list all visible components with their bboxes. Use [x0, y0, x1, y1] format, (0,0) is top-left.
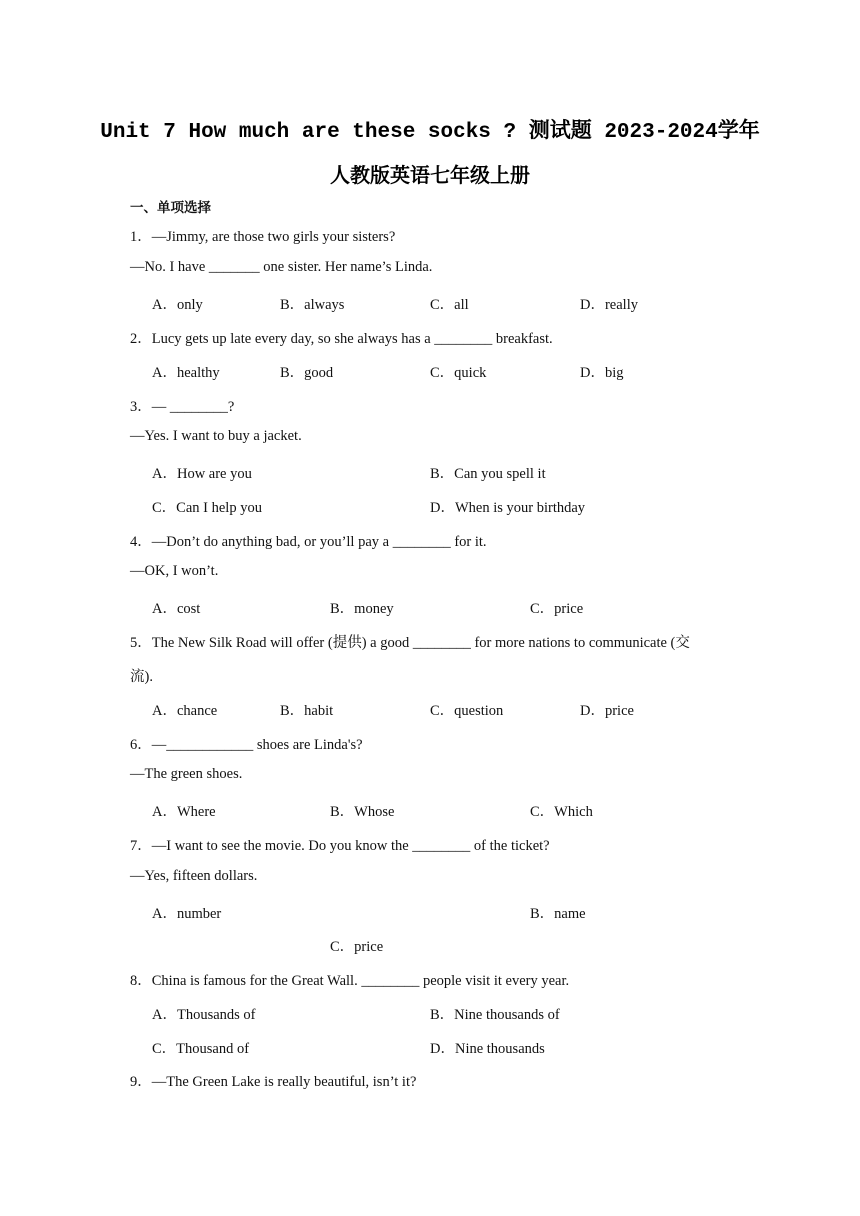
- question-number: 5．: [130, 635, 152, 651]
- question-number: 7．: [130, 838, 152, 854]
- question-3-option-c[interactable]: C．Can I help you: [152, 500, 262, 516]
- question-number: 6．: [130, 737, 152, 753]
- question-1-stem: [130, 225, 395, 246]
- question-4-option-c[interactable]: C．price: [530, 601, 584, 617]
- question-6-option-a[interactable]: A．Where: [152, 804, 216, 820]
- question-8-option-d[interactable]: D．Nine thousands: [430, 1041, 545, 1057]
- question-5-option-d[interactable]: D．price: [580, 703, 634, 719]
- question-4-option-b[interactable]: B．money: [330, 601, 394, 617]
- question-6-option-c[interactable]: C．Which: [530, 804, 593, 820]
- question-number: 2．: [130, 331, 152, 347]
- question-number: 4．: [130, 534, 152, 550]
- question-7-line-2: —Yes, fifteen dollars.: [130, 868, 258, 884]
- question-text: —____________ shoes are Linda's?: [151, 737, 363, 753]
- question-6-option-b[interactable]: B．Whose: [330, 804, 395, 820]
- question-7-option-c[interactable]: C．price: [330, 939, 384, 955]
- question-2-stem: [130, 327, 553, 348]
- question-8-option-c[interactable]: C．Thousand of: [152, 1041, 250, 1057]
- question-text: — ________?: [151, 399, 235, 415]
- question-3-stem: [130, 395, 234, 416]
- question-8-option-b[interactable]: B．Nine thousands of: [430, 1007, 560, 1023]
- question-4-option-a[interactable]: A．cost: [152, 601, 201, 617]
- question-2-option-b[interactable]: B．good: [280, 365, 334, 381]
- question-2-option-a[interactable]: A．healthy: [152, 365, 220, 381]
- question-text: —Don’t do anything bad, or you’ll pay a ________ for it.: [151, 534, 487, 550]
- question-5-option-b[interactable]: B．habit: [280, 703, 334, 719]
- section-heading: 一、单项选择: [130, 200, 211, 216]
- question-text: Lucy gets up late every day, so she always has a ________ breakfast.: [151, 331, 553, 347]
- question-5-option-c[interactable]: C．question: [430, 703, 504, 719]
- question-2-option-c[interactable]: C．quick: [430, 365, 487, 381]
- question-1-option-d[interactable]: D．really: [580, 297, 638, 313]
- question-text: —The Green Lake is really beautiful, isn’t it?: [151, 1074, 417, 1090]
- question-2-option-d[interactable]: D．big: [580, 365, 624, 381]
- question-1-option-c[interactable]: C．all: [430, 297, 469, 313]
- question-8-option-a[interactable]: A．Thousands of: [152, 1007, 256, 1023]
- question-number: 8．: [130, 973, 152, 989]
- question-7-stem: [130, 834, 550, 855]
- question-1-option-b[interactable]: B．always: [280, 297, 345, 313]
- question-9-stem: [130, 1070, 416, 1091]
- question-6-line-2: —The green shoes.: [130, 766, 243, 782]
- question-4-line-2: —OK, I won’t.: [130, 563, 219, 579]
- question-number: 1．: [130, 229, 152, 245]
- question-1-option-a[interactable]: A．only: [152, 297, 203, 313]
- question-5-stem: [130, 631, 690, 652]
- page-title-line-2: 人教版英语七年级上册: [330, 163, 530, 187]
- question-text: —Jimmy, are those two girls your sisters?: [151, 229, 396, 245]
- question-3-line-2: —Yes. I want to buy a jacket.: [130, 428, 302, 444]
- question-3-option-b[interactable]: B．Can you spell it: [430, 466, 546, 482]
- question-4-stem: [130, 530, 487, 551]
- page-title-line-1: Unit 7 How much are these socks ? 测试题 2023-2024学年: [100, 121, 760, 144]
- question-6-stem: [130, 733, 363, 754]
- question-number: 3．: [130, 399, 152, 415]
- question-7-option-b[interactable]: B．name: [530, 906, 586, 922]
- question-text: The New Silk Road will offer (提供) a good ________ for more nations to communicate (交: [151, 635, 690, 651]
- question-7-option-a[interactable]: A．number: [152, 906, 222, 922]
- question-3-option-a[interactable]: A．How are you: [152, 466, 252, 482]
- question-5-option-a[interactable]: A．chance: [152, 703, 218, 719]
- question-8-stem: [130, 969, 569, 990]
- question-3-option-d[interactable]: D．When is your birthday: [430, 500, 586, 516]
- question-text: China is famous for the Great Wall. ________ people visit it every year.: [151, 973, 570, 989]
- question-5-line-2: 流).: [130, 669, 153, 685]
- question-text: —I want to see the movie. Do you know the ________ of the ticket?: [151, 838, 550, 854]
- question-1-line-2: —No. I have _______ one sister. Her name’s Linda.: [130, 259, 433, 275]
- question-number: 9．: [130, 1074, 152, 1090]
